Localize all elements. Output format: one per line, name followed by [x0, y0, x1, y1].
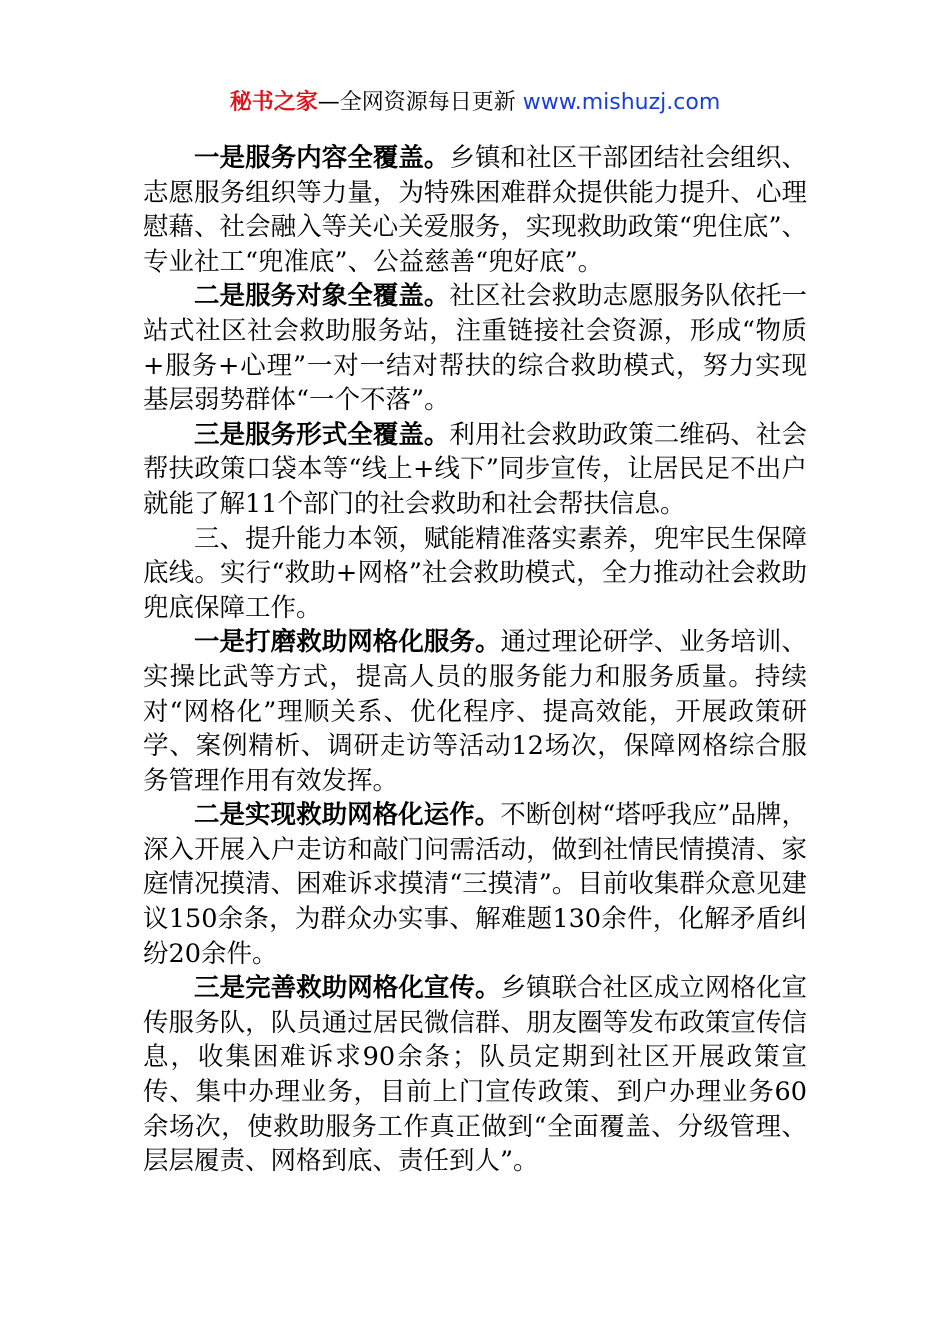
- paragraph-text: 社区社会救助志愿服务队依托一站式社区社会救助服务站，注重链接社会资源，形成“物质+服务+心理”一对一结对帮扶的综合救助模式，努力实现基层弱势群体“一个不落”。: [143, 281, 807, 416]
- paragraph-text: 三、提升能力本领，赋能精准落实素养，兜牢民生保障底线。实行“救助+网格”社会救助模式，全力推动社会救助兜底保障工作。: [143, 523, 807, 623]
- brand-name: 秘书之家: [229, 90, 318, 115]
- section-heading-paragraph: [143, 522, 807, 626]
- document-body: [143, 141, 807, 1179]
- paragraph-text: 不断创树“塔呼我应”品牌，深入开展入户走访和敲门问需活动，做到社情民情摸清、家庭情况摸清、困难诉求摸清“三摸清”。目前收集群众意见建议150余条，为群众办实事、解难题130余件，化解矛盾纠纷20余件。: [143, 800, 807, 969]
- paragraph-lead: 一是打磨救助网格化服务。: [194, 627, 501, 658]
- page-header: [0, 88, 950, 118]
- paragraph: [143, 141, 807, 279]
- site-url[interactable]: www.mishuzj.com: [522, 90, 721, 115]
- paragraph-lead: 三是完善救助网格化宣传。: [194, 973, 501, 1004]
- paragraph: [143, 625, 807, 798]
- paragraph-lead: 一是服务内容全覆盖。: [194, 143, 450, 173]
- paragraph: [143, 971, 807, 1179]
- paragraph-lead: 二是实现救助网格化运作。: [194, 800, 501, 831]
- paragraph-text: 通过理论研学、业务培训、实操比武等方式，提高人员的服务能力和服务质量。持续对“网格化”理顺关系、优化程序、提高效能，开展政策研学、案例精析、调研走访等活动12场次，保障网格综合服务管理作用有效发挥。: [143, 627, 807, 796]
- paragraph-text: 乡镇和社区干部团结社会组织、志愿服务组织等力量，为特殊困难群众提供能力提升、心理慰藉、社会融入等关心关爱服务，实现救助政策“兜住底”、专业社工“兜准底”、公益慈善“兜好底”。: [143, 143, 807, 277]
- paragraph-lead: 三是服务形式全覆盖。: [194, 419, 450, 450]
- header-slogan: —全网资源每日更新: [317, 90, 516, 115]
- paragraph-text: 利用社会救助政策二维码、社会帮扶政策口袋本等“线上+线下”同步宣传，让居民足不出户就能了解11个部门的社会救助和社会帮扶信息。: [143, 419, 807, 519]
- paragraph-lead: 二是服务对象全覆盖。: [194, 281, 450, 312]
- paragraph: [143, 798, 807, 971]
- paragraph-text: 乡镇联合社区成立网格化宣传服务队，队员通过居民微信群、朋友圈等发布政策宣传信息，收集困难诉求90余条；队员定期到社区开展政策宣传、集中办理业务，目前上门宣传政策、到户办理业务60余场次，使救助服务工作真正做到“全面覆盖、分级管理、层层履责、网格到底、责任到人”。: [143, 973, 807, 1177]
- paragraph: [143, 279, 807, 417]
- paragraph: [143, 418, 807, 522]
